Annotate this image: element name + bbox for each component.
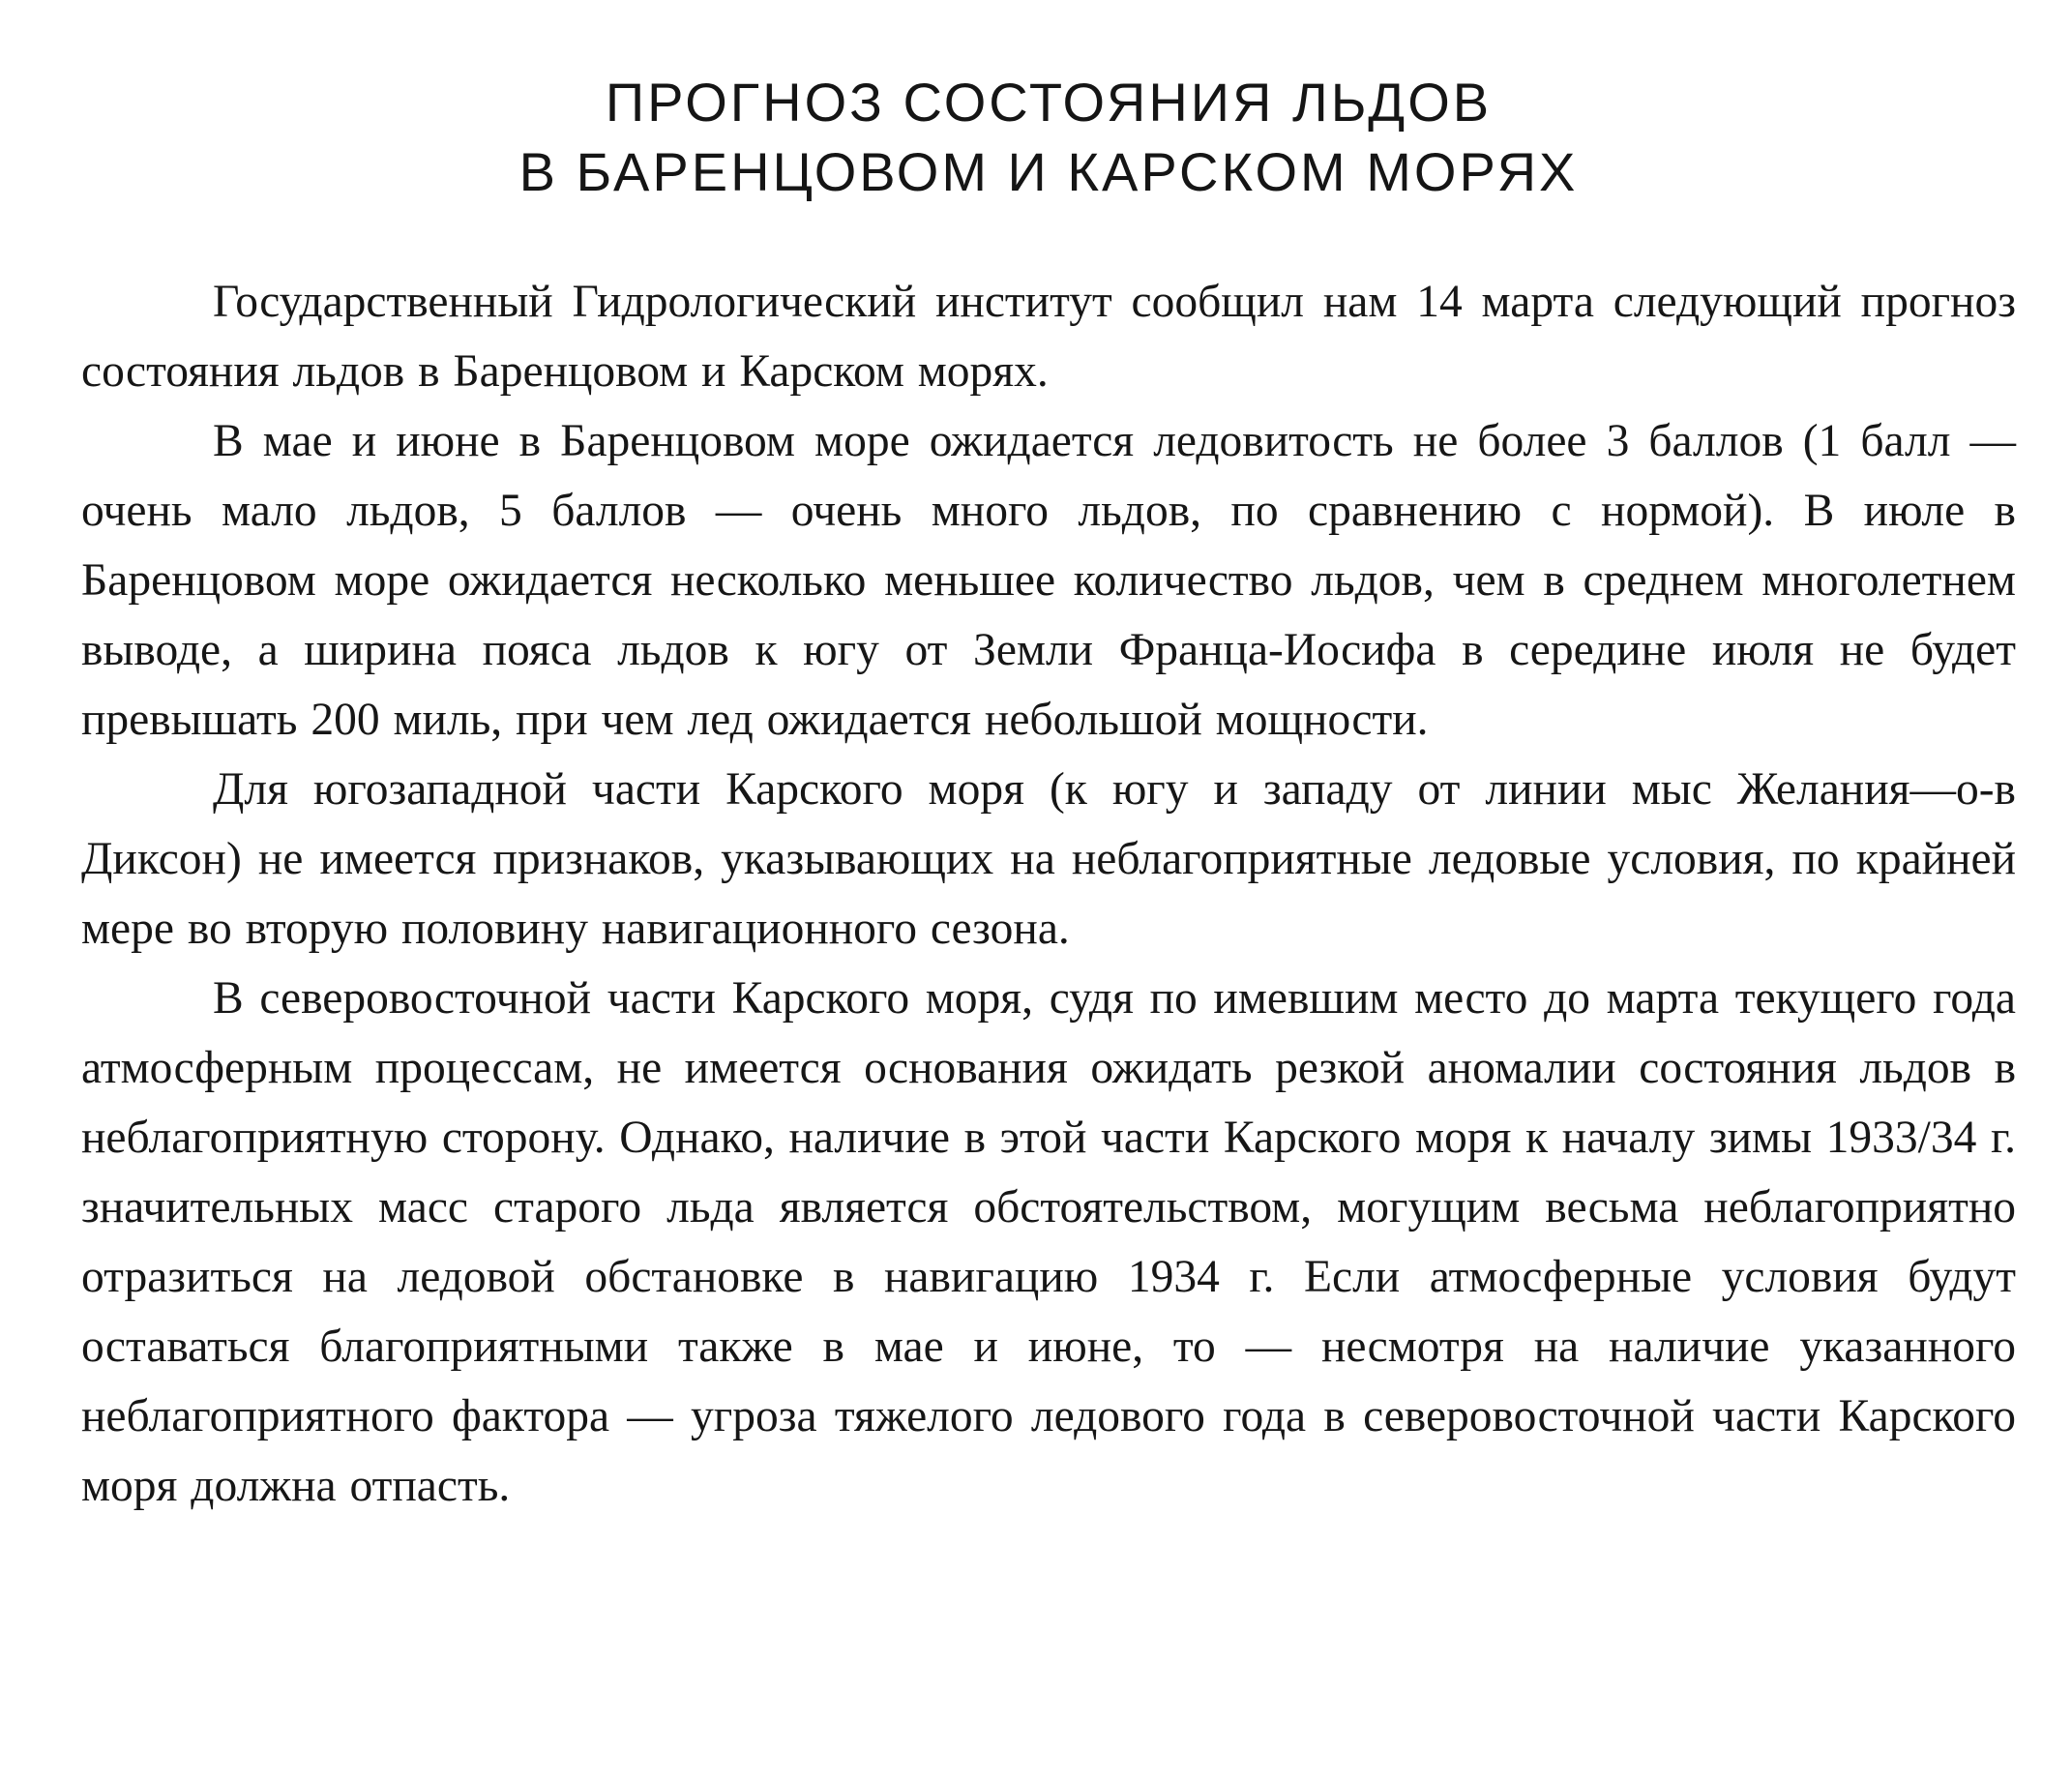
paragraph-intro: Государственный Гидрологический институт сообщил нам 14 марта следующий прогноз состояния льдов в Баренцовом и Карском морях. [81,277,2016,397]
page-title [81,68,2016,207]
title-line-2: В БАРЕНЦОВОМ И КАРСКОМ МОРЯХ [518,141,1579,202]
article-body [81,267,2016,1521]
title-line-1: ПРОГНОЗ СОСТОЯНИЯ ЛЬДОВ [605,72,1493,133]
paragraph-barents-sea: В мае и июне в Баренцовом море ожидается ледовитость не более 3 баллов (1 балл — очень мало льдов, 5 баллов — очень много льдов, по сравнению с нормой). В июле в Баренцовом море ожидается несколько меньшее количество льдов, чем в среднем многолетнем выводе, а ширина пояса льдов к югу от Земли Франца-Иосифа в середине июля не будет превышать 200 миль, при чем лед ожидается небольшой мощности. [81,416,2016,745]
paragraph-kara-northeast: В северовосточной части Карского моря, судя по имевшим место до марта текущего года атмосферным процессам, не имеется основания ожидать резкой аномалии состояния льдов в неблагоприятную сторону. Однако, наличие в этой части Карского моря к началу зимы 1933/34 г. значительных масс старого льда является обстоятельством, могущим весьма неблагоприятно отразиться на ледовой обстановке в навигацию 1934 г. Если атмосферные условия будут оставаться благоприятными также в мае и июне, то — несмотря на наличие указанного неблагоприятного фактора — угроза тяжелого ледового года в северовосточной части Карского моря должна отпасть. [81,973,2016,1511]
paragraph-kara-southwest: Для югозападной части Карского моря (к югу и западу от линии мыс Желания—о-в Диксон) не имеется признаков, указывающих на неблагоприятные ледовые условия, по крайней мере во вторую половину навигационного сезона. [81,764,2016,954]
